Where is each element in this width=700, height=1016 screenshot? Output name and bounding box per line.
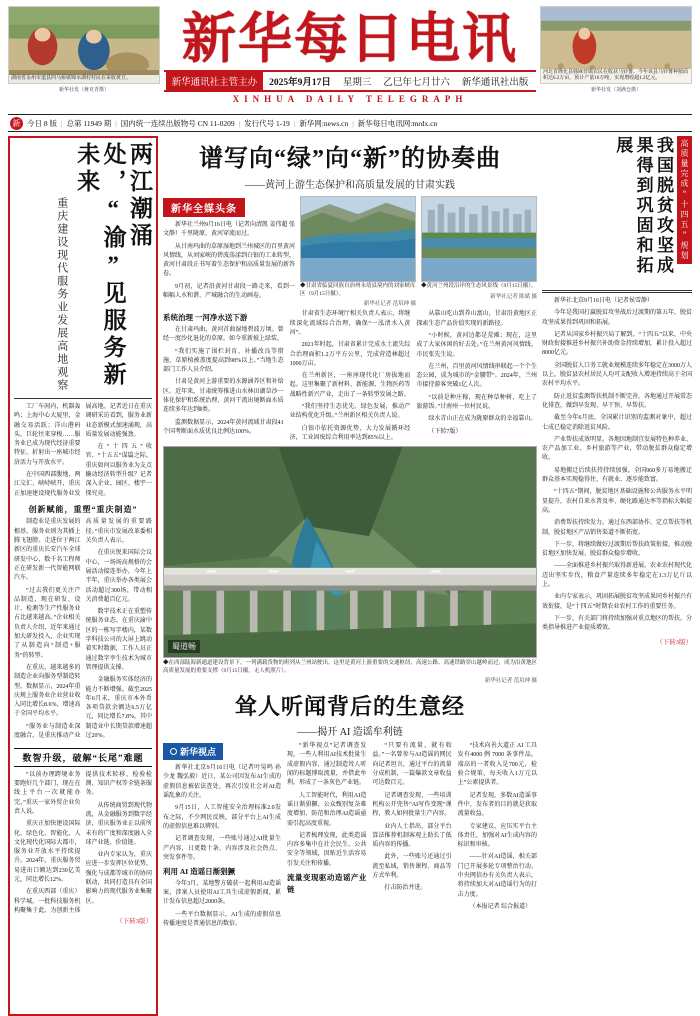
photo1-caption: ◆甘肃省临夏回族自治州永靖县境内的刘家峡库区（9月15日摄）。 — [300, 283, 416, 297]
left-section-2-body — [14, 771, 152, 916]
logo-english: XINHUA DAILY TELEGRAPH — [232, 94, 468, 104]
page-count: 今日 8 版 — [27, 118, 57, 128]
dateline: 新华社北京9月16日电（记者侯雪静） — [554, 298, 654, 304]
section-tag: 新华全媒头条 — [163, 198, 245, 217]
right-headline: 我国脱贫攻坚成果得到巩固和拓展 — [613, 136, 673, 276]
photo2-credit: 新华社记者 陈斌 摄 — [490, 293, 537, 300]
paragraph: 9月初，记者沿黄河甘肃段一路走来，看到一幅幅人水和谐、产城融合的生动画卷。 — [163, 283, 295, 300]
article2-body — [287, 742, 537, 912]
lunar-date: 乙巳年七月廿六 — [383, 78, 450, 88]
paragraph: 今年是我国打赢脱贫攻坚战后过渡期的第五年，脱贫攻坚成果得到巩固和拓展。 — [542, 310, 693, 326]
logo-text: 新华每日电讯 — [182, 9, 518, 69]
photo-lanzhou — [421, 196, 537, 282]
paragraph: 监测数据显示，2024年黄河流域甘肃段41个国考断面水质优良比例达100%。 — [163, 419, 284, 435]
continue-link[interactable]: （下转7版） — [428, 428, 462, 435]
city-river-photo-icon — [422, 197, 536, 258]
article2-section-2-head: 流量变现驱动造谣产业链 — [287, 873, 367, 894]
paragraph: 记者从国家乡村振兴局了解到，“十四五”以来，中央财政衔接推进乡村振兴补助资金持续增加，累计投入超过8000亿元。 — [542, 331, 693, 357]
masthead-right-photo-block — [540, 6, 692, 110]
left-section-1-head: 创新赋能，重塑“重庆制造” — [28, 505, 138, 515]
paragraph: 记者梳理发现，此类造谣内容多集中在社会民生、公共安全等领域，因贴近生活容易引发关注和传播。 — [287, 832, 367, 867]
issue-number: 总第 11949 期 — [66, 118, 112, 128]
dateline: 新华社北京9月16日电（记者叶昊鸣 孙少龙 魏弘毅）近日，某公司因发布AI生成的虚假信息被依法查处，再次引发社会对AI造谣乱象的关注。 — [163, 765, 281, 800]
main-subheadline: ——黄河上游生态保护和高质量发展的甘肃实践 — [245, 180, 455, 191]
second-subheadline: ——揭开 AI 造谣牟利链 — [297, 727, 403, 739]
paragraph: “只要有流量，就有收益。”一名曾参与AI造谣的网民向记者坦言，通过平台的流量分成机制，一篇爆款文章收益可达数百元。 — [372, 743, 452, 787]
left-headline-block — [14, 142, 152, 392]
masthead-center — [164, 6, 536, 110]
paragraph: 易地搬迁后续扶持持续加强。全国960多万易地搬迁群众基本实现稳得住、有就业、逐步能致富。 — [542, 467, 692, 484]
left-subheadline: 重庆建设现代服务业发展高地观察 — [55, 197, 68, 392]
paragraph: 金融服务实体经济的能力不断增强。截至2025年6月末，重庆市本外币各项贷款余额达6.5万亿元，同比增长7.8%，其中制造业中长期贷款增速超过20%。 — [85, 677, 152, 739]
divider — [542, 290, 692, 293]
paragraph: ——全面推进乡村振兴取得新进展。农业农村现代化迈出坚实步伐，粮食产量连续多年稳定在1.3万亿斤以上。 — [542, 563, 693, 589]
paragraph: 从甘南玛曲的草原湿地到兰州城区的百里黄河风情线，从刘家峡的碧波荡漾到白银的工业转型，黄河甘肃段正书写着生态保护和高质量发展的新答卷。 — [163, 243, 296, 278]
cn-number: 国内统一连续出版物号 CN 11-0209 — [120, 118, 235, 128]
info-bar: 新 今日 8 版 | 总第 11949 期 | 国内统一连续出版物号 CN 11-0209 | 发行代号 1-19 | 新华网:news.cn | 新华每日电讯网:mrdx.cn — [8, 114, 692, 132]
paragraph: 2021年时起，甘肃省累计完成水土流失综合治理面积1.2万平方公里，完成营造林超过1000万亩。 — [289, 342, 411, 367]
right-continue-link[interactable]: （下转3版） — [656, 638, 692, 646]
main-headline: 谱写向“绿”向“新”的协奏曲 — [199, 146, 501, 172]
paragraph: 业内专家认为，重庆应进一步发挥区位优势，强化与成都等城市的协同联动，共同打造具有全国影响力的现代服务业集聚区。 — [85, 852, 152, 905]
section-tag-wrap — [163, 198, 295, 217]
paragraph: 此外，一些账号还通过引流至私域，销售课程、商品等方式牟利。 — [372, 854, 452, 880]
left-section-2-head: 数智升级，破解“长尾”难题 — [14, 748, 152, 767]
paragraph: 下一步，将继续做好过渡期后帮扶政策衔接，推动脱贫地区加快发展、脱贫群众稳步增收。 — [542, 541, 693, 558]
left-continue-link[interactable]: （下转3版） — [116, 918, 152, 926]
masthead-left-credit: 新华社发（蒋克青摄） — [58, 88, 109, 93]
paragraph: 消费帮扶持续发力。通过东西部协作、定点帮扶等机制，脱贫地区产品销售渠道不断拓宽。 — [542, 520, 693, 536]
paragraph: “过去我们更关注产品制造，现在研发、设计、检测等生产性服务业占比越来越高。”企业相关负责人介绍，近年来通过加大研发投入，企业实现了从制造向“制造+服务”的转型。 — [14, 587, 81, 659]
photo1-credit: 新华社记者 范培珅 摄 — [363, 301, 416, 308]
masthead-subrow — [164, 70, 536, 92]
paragraph: “新华视点”记者调查发现，一些人利用AI技术批量生成虚假内容，通过制造耸人听闻的标题博取流量，并借此牟利，形成了一条灰色产业链。 — [287, 743, 367, 787]
paragraph: 人工智能时代，利用AI造谣日渐猖獗、公众甄别复杂难度增加，防范和治理AI造谣亟需引起高度重视。 — [287, 792, 367, 827]
publish-date: 2025年9月17日 — [269, 78, 331, 88]
photo-highway-bridge — [163, 446, 537, 658]
paragraph: 工厂车间内，机器轰鸣；上海中心大厦里，金融交易活跃；洋山港码头，巨轮往来穿梭……服务业已成为现代经济重要特征，折射出一座城市经济活力与开放水平。 — [14, 404, 81, 466]
masthead-left-caption: 湖南省永州市道县四马桥镇锦水湖村村民在采收黄豆。 — [9, 75, 159, 83]
right-column — [542, 136, 692, 1016]
farm-harvest-photo-left-icon — [9, 7, 159, 84]
left-headline: 两江潮涌处，“渝”见服务新未来 — [74, 142, 152, 389]
paragraph: 在兰州，百里黄河风情线串联起一个个生态公园，成为城市的“金腰带”。2024年，兰州市接待游客突破1亿人次。 — [416, 363, 537, 389]
paper-website[interactable]: 新华每日电讯网:mrdx.cn — [357, 118, 438, 128]
distribution-code: 发行代号 1-19 — [244, 118, 290, 128]
paragraph: 数字技术正在重塑传统服务业态。在重庆渝中区的一栋写字楼内，某数字科技公司的大屏上跳动着实时数据，工作人员正通过数字孪生技术为城市管理提供支撑。 — [85, 609, 152, 671]
paragraph: 防止返贫监测帮扶机制不断完善，各地通过开展常态化排查，做到早发现、早干预、早帮扶。 — [542, 393, 693, 409]
xinhua-viewpoint-tag — [163, 743, 223, 760]
paragraph: 从传统商贸到现代物流，从金融服务到数字经济，重庆服务业正以前所未有的广度和深度融入全球产业链、价值链。 — [85, 802, 152, 846]
reservoir-photo-icon — [301, 197, 415, 258]
paragraph: 重庆正加快建设国际化、绿色化、智能化、人文化现代化国际大都市，服务业开放水平持续提升。2024年，重庆服务贸易进出口额达到230亿美元，同比增长12%。 — [14, 821, 81, 884]
paragraph: （本报记者 综合报道） — [469, 903, 532, 910]
paragraph: 业内专家表示，巩固拓展脱贫攻坚成果同乡村振兴有效衔接，是“十四五”时期农业农村工作的重要任务。 — [542, 594, 693, 610]
paragraph: 记者调查发现，一些账号通过AI批量生产内容，日更数十条，内容涉及社会热点、突发事件等。 — [163, 836, 281, 861]
article2-lead — [163, 764, 281, 929]
publisher-right: 新华通讯社出版 — [461, 78, 529, 88]
paragraph: 从靠山吃山到养山富山，甘肃沿黄地区正探索生态产品价值实现的新路径。 — [416, 311, 537, 327]
paragraph: “我们实施了围栏封育、补播改良等措施，草原植被盖度提高到98%以上。”当地生态部门工作人员介绍。 — [163, 348, 284, 374]
paragraph: 9月15日，人工智能安全治理标准2.0发布之际，不少网民反映，部分平台上AI生成的虚假信息难以辨别。 — [163, 805, 281, 830]
paragraph: “十四五”期间，脱贫地区基础设施和公共服务水平明显提升，农村自来水普及率、硬化路通达率等指标大幅提高。 — [542, 489, 693, 514]
paragraph: 在重庆西部（重庆）科学城，一批科技服务机构聚集于此，为创新主体提供技术转移、检验检测、知识产权等全链条服务。 — [14, 771, 152, 914]
left-lead-text — [14, 403, 152, 500]
paragraph: 白银市依托资源优势，大力发展循环经济，工业固废综合利用率达到85%以上。 — [289, 425, 411, 441]
right-section-tag: 高质量完成“十四五”规划 — [677, 136, 692, 264]
masthead-right-credit: 新华社发（刘满仓摄） — [590, 88, 641, 93]
paragraph: 今年3月，某地警方破获一起利用AI造谣案，涉案人员使用AI工具生成虚假新闻，累计发布信息超过2000条。 — [163, 880, 281, 906]
paragraph: 记者发现，多数AI造谣事件中，发布者的目的就是获取流量收益。 — [457, 792, 537, 818]
masthead-photo-left — [8, 6, 160, 84]
paragraph: ——针对AI造谣，相关部门已开展多轮专项整治行动。中央网信办有关负责人表示，将持续加大对AI造谣行为的打击力度。 — [457, 854, 537, 898]
paragraph: 在中国西部腹地，两江交汇、峡峙峡开，重庆正加速建设现代服务业发展高地。记者近日在重庆调研采访看到，服务业新业态新模式加速涌现，高质量发展动能强劲。 — [14, 404, 152, 497]
middle-column — [163, 136, 537, 1016]
right-body — [542, 297, 692, 634]
paragraph: 制造业是重庆发展的根基，服务业则为其插上腾飞翅膀。走进位于两江新区的重庆长安汽车全球研发中心，数千名工程师正在研发新一代智能网联汽车。 — [14, 519, 81, 582]
paragraph: “我们坚持生态优先、绿色发展，推动产业结构优化升级。”兰州新区相关负责人说。 — [289, 404, 411, 420]
paragraph: 甘肃是黄河上游重要的水源涵养区和补给区。近年来，甘肃统筹推进山水林田湖草沙一体化保护和系统治理，黄河干流出境断面水质连续多年达到Ⅱ类。 — [163, 379, 284, 414]
paragraph: 专家建议，应压实平台主体责任，加强对AI生成内容的标识和审核。 — [457, 823, 537, 849]
left-column — [8, 136, 158, 1016]
divider — [14, 398, 152, 399]
content-area — [8, 136, 692, 1016]
paragraph: 甘肃省生态环境厅相关负责人表示，将继续深化流域综合治理，确保“一泓清水入黄河”。 — [289, 311, 411, 336]
article2-section-1-head: 利用 AI 造谣日渐猖獗 — [163, 867, 236, 877]
valley-bridge-photo-icon — [164, 447, 536, 657]
paragraph: 绿水青山正在成为陇原群众的幸福靠山。 — [428, 416, 537, 423]
paragraph: “以前办理跨境业务要跑好几个部门，现在在线上平台一次就能办完。”重庆一家外贸企业负责人说。 — [14, 771, 81, 815]
website[interactable]: 新华网:news.cn — [299, 118, 349, 128]
right-headline-block — [542, 136, 692, 286]
paragraph: 下一步，有关部门将持续加强对重点地区的帮扶，分类指导推进产业提质增效。 — [542, 615, 693, 632]
paragraph: “以前是种庄稼，现在种草种树，吃上了旅游饭。”甘南州一位村民说。 — [416, 394, 537, 411]
paragraph: “小时候，黄河边都是荒滩；现在，这里成了大家休闲的好去处。”在兰州黄河风情线，市民张先生说。 — [416, 332, 537, 358]
paragraph: 全国脱贫人口务工就业规模连续多年稳定在3000万人以上，脱贫县农村居民人均可支配收入增速持续高于全国农村平均水平。 — [542, 362, 693, 388]
weekday: 星期三 — [342, 78, 372, 88]
seal-icon: 新 — [10, 117, 23, 130]
paragraph: 在甘肃玛曲，黄河首曲湿地碧波万顷。曾经一度沙化退化的草原，如今重新披上绿装。 — [163, 327, 284, 343]
main-lead — [163, 221, 295, 304]
paragraph: 一些平台数据显示，AI生成的虚假信息传播速度是普通信息的数倍。 — [163, 911, 281, 927]
paragraph: “服务业与制造业深度融合，是重庆推动产业高质量发展的重要路径。”重庆市发展改革委相关负责人表示。 — [14, 519, 152, 739]
photo-liujiaxia — [300, 196, 416, 282]
masthead-photo-right — [540, 6, 692, 84]
paragraph: 打击防治并进。 — [384, 885, 427, 892]
photo2-caption: ◆黄河兰州段沿岸的生态风景线（9月15日摄）。 — [421, 283, 537, 289]
paragraph: “技术向善大道正 AI 工具发有4000 例 7000 条事件品，端高的一者收入是700元，检验合规策，每天收入1万元以上”公素提供者。 — [457, 743, 537, 787]
big-photo-caption: ◆在西部陆海新通道建设背景下，一列满载货物的班列从兰州站驶出。这里是黄河上游重要的交通枢纽，高速公路、高速铁路穿山越岭而过，成为沿黄地区高质量发展的重要支撑（9月15日摄，无人机照片）。 — [163, 660, 538, 675]
left-section-1-body — [14, 518, 152, 742]
paragraph: 在重庆悦来国际会议中心，一场场高规格的会展活动接连举办。今年上半年，重庆举办各类展会活动超过300场，带动相关消费超百亿元。 — [85, 550, 152, 603]
paragraph: 产业帮扶成效明显。各地因地制宜发展特色种养业、农产品加工业、乡村旅游等产业，带动脱贫群众稳定增收。 — [542, 436, 693, 462]
paragraph: 在“十四五”收官、“十五五”谋篇之际，重庆如何以服务业为支点撬动经济转型升级？记者深入企业、园区、楼宇一探究竟。 — [85, 444, 152, 497]
paragraph: 在重庆，越来越多的制造企业向服务型制造转型。数据显示，2024年重庆规上服务业企业营业收入同比增长8.6%，增速高于全国平均水平。 — [14, 664, 81, 718]
masthead-left-photo-block — [8, 6, 160, 110]
photo-label: 蜀道畅 — [168, 640, 200, 653]
paragraph: 记者调查发现，一些培训机构公开兜售“AI写作变现”课程，教人如何批量生产内容。 — [372, 792, 452, 818]
main-section-1-head: 系统治理 一河净水送下游 — [163, 313, 248, 323]
second-headline: 耸人听闻背后的生意经 — [234, 694, 465, 720]
circle-icon — [170, 748, 177, 755]
dateline: 新华社兰州9月16日电（记者向清凯 姜伟超 张文静）千里陇原，黄河穿流而过。 — [163, 222, 296, 238]
viewpoint-label: 新华视点 — [180, 747, 217, 758]
main-body — [163, 310, 537, 443]
masthead-right-caption: 河北省隆化县韩麻营镇农民在收获马铃薯。今年该县马铃薯种植面积达6.2万亩，预计产量16万吨，实现增收超1.2亿元。 — [541, 69, 691, 84]
newspaper-logo — [164, 9, 536, 69]
publisher-bar: 新华通讯社主管主办 — [166, 72, 264, 90]
big-photo-credit: 新华社记者 范培珅 摄 — [484, 678, 537, 685]
paragraph: 业内人士指出，部分平台算法推荐机制客观上助长了低质内容的传播。 — [372, 823, 452, 849]
paragraph: 截至今年6月底，全国累计识别的监测对象中，超过七成已稳定消除返贫风险。 — [542, 415, 692, 431]
paragraph: 在兰州新区，一座座现代化厂房拔地而起。这里集聚了新材料、新能源、生物医药等战略性新兴产业，走出了一条转型发展之路。 — [289, 373, 411, 398]
masthead — [8, 6, 692, 110]
